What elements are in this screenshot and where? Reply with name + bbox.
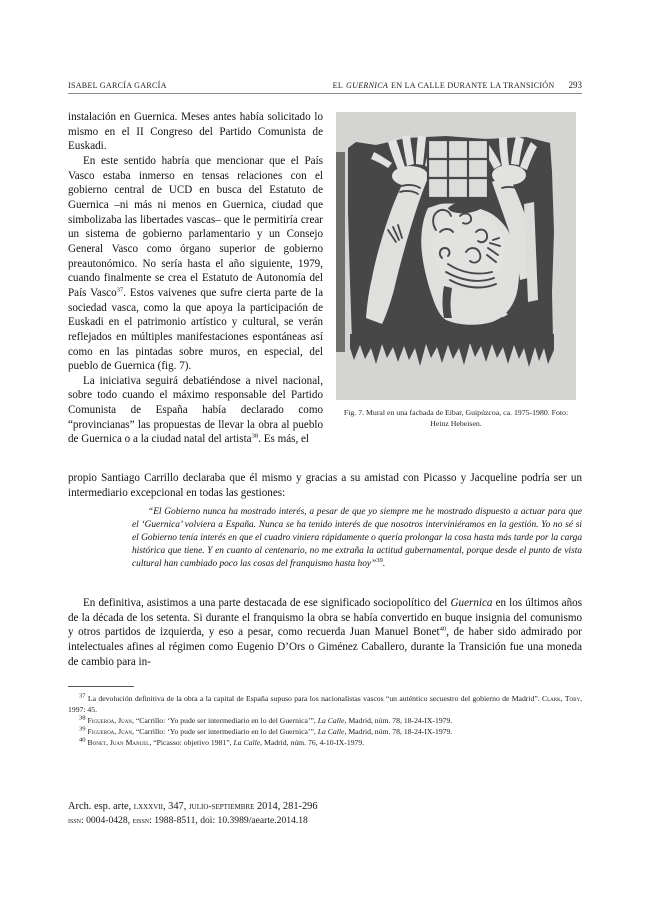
footnote-38-source: La Calle xyxy=(317,715,345,725)
running-head-author: ISABEL GARCÍA GARCÍA xyxy=(68,81,167,90)
footnote-ref-37[interactable]: 37 xyxy=(116,286,124,294)
imprint-year-pages: 2014, 281-296 xyxy=(254,801,318,812)
eissn-label: eissn xyxy=(132,815,150,825)
paragraph-4-italic: Guernica xyxy=(450,597,493,609)
imprint-issue: , 347, xyxy=(162,801,189,812)
footnote-38-author: Figueroa, Juan xyxy=(87,715,132,725)
footnote-37-text-a: La devolución definitiva de la obra a la capital de España supuso para los nacionalistas vascos “un auténtico secuestro del gobierno de Madrid”. xyxy=(87,694,542,703)
imprint-journal: Arch. esp. arte, xyxy=(68,801,132,812)
paragraph-4-a: En definitiva, asistimos a una parte destacada de ese significado sociopolítico del xyxy=(83,597,448,609)
footnote-marker-39: 39 xyxy=(79,725,86,733)
footnote-ref-39[interactable]: 39 xyxy=(376,557,383,565)
mural-photo xyxy=(336,112,576,400)
figure-caption: Fig. 7. Mural en una fachada de Eibar, Guipúzcoa, ca. 1975-1980. Foto: Heinz Hebeisen. xyxy=(343,408,569,429)
imprint-line-2 xyxy=(68,814,582,827)
paragraph-3 xyxy=(68,374,323,447)
footnote-marker-40: 40 xyxy=(79,736,86,744)
block-quote xyxy=(132,506,582,571)
footnote-40-text-b: , Madrid, núm. 76, 4-10-IX-1979. xyxy=(260,738,365,748)
footnote-ref-40[interactable]: 40 xyxy=(439,625,447,633)
paragraph-4 xyxy=(68,596,582,669)
block-quote-tail: . xyxy=(382,559,386,570)
imprint-months: julio-septiembre xyxy=(188,801,255,812)
paragraph-2 xyxy=(68,154,323,374)
imprint-line-1 xyxy=(68,800,582,814)
footnote-40 xyxy=(68,738,582,749)
running-head-title-prefix: EL xyxy=(332,81,344,90)
paragraph-2-a: En este sentido habría que mencionar que el País Vasco estaba inmerso en tensas relaciones con el gobierno central de UCD en busca del Estatuto de Guernica –ni más ni menos en Guernica, ciudad que simbolizaba las libertades vascas– que le permitiría crear un sistema de gobierno parlamentario y un Consejo General Vasco como órgano superior de gobierno preautonómico. No sería hasta el año siguiente, 1979, cuando finalmente se crea el Estatuto de Autonomía del País Vasco xyxy=(68,154,323,299)
block-quote-text xyxy=(132,506,582,571)
footnote-40-text-a: , “Picasso: objetivo 1981”, xyxy=(149,738,234,748)
footnote-39-source: La Calle xyxy=(317,726,345,736)
header-divider xyxy=(68,93,582,94)
footnote-39 xyxy=(68,727,582,738)
footnote-37-author: Clark, Toby xyxy=(541,694,581,703)
eissn-value: : 1988-8511, doi: 10.3989/aearte.2014.18 xyxy=(149,815,308,826)
running-head-title xyxy=(333,80,582,90)
footnote-40-source: La Calle xyxy=(233,738,261,748)
footnote-37-text-b: , 1997: 45. xyxy=(68,694,583,714)
footnotes-block xyxy=(68,694,582,749)
footnote-39-text-a: , “Carrillo: ‘Yo pude ser intermediario en lo del Guernica’”, xyxy=(131,726,318,736)
running-head-title-italic: GUERNICA xyxy=(346,81,389,90)
figure-7 xyxy=(336,112,576,429)
footnote-39-author: Figueroa, Juan xyxy=(87,726,132,736)
footnote-ref-38[interactable]: 38 xyxy=(251,432,259,440)
footnote-marker-37: 37 xyxy=(79,692,86,700)
paragraph-2-b: . Estos vaivenes que sufre cierta parte de la sociedad vasca, como la que apoya la participación de Euskadi en el patrimonio artístico y cultural, se verán reflejados en múltiples manifestaciones espontáneas así como en las pintadas sobre muros, en especial, del pueblo de Guernica (fig. 7). xyxy=(68,286,323,373)
paragraph-4-b: en los últimos años de la década de los setenta. Si durante el franquismo la obra se había convertido en buque insignia del comunismo y otros partidos de izquierda, y eso a pesar, como recuerda Juan Manuel Bonet xyxy=(68,597,583,639)
imprint-volume: lxxxvii xyxy=(133,801,163,812)
paragraph-3-continuation: propio Santiago Carrillo declaraba que él mismo y gracias a su amistad con Picasso y Jacqueline podría ser un intermediario excepcional en todas las gestiones: xyxy=(68,472,582,499)
body-after-quote xyxy=(68,596,582,669)
issn-label: issn xyxy=(68,815,82,825)
footnote-38-text-b: , Madrid, núm. 78, 18-24-IX-1979. xyxy=(344,715,453,725)
body-full-width xyxy=(68,471,582,500)
footnote-38 xyxy=(68,716,582,727)
running-head-title-rest: EN LA CALLE DURANTE LA TRANSICIÓN xyxy=(391,81,555,90)
page-number: 293 xyxy=(568,80,582,90)
footnote-40-author: Bonet, Juan Manuel xyxy=(87,738,150,748)
body-column-left xyxy=(68,110,323,447)
paragraph-3-b: . Es más, el xyxy=(258,433,310,446)
footnote-37 xyxy=(68,694,582,715)
footnote-39-text-b: , Madrid, núm. 78, 18-24-IX-1979. xyxy=(344,726,453,736)
paragraph-4-c: , de haber sido admirado por intelectuales afines al régimen como Eugenio D’Ors o Giménez Caballero, durante la Transición fue una moneda de cambio para in- xyxy=(68,626,582,668)
issn-value: : 0004-0428, xyxy=(81,815,133,826)
paragraph-1: instalación en Guernica. Meses antes había solicitado lo mismo en el II Congreso del Partido Comunista de Euskadi. xyxy=(68,111,323,153)
block-quote-body: “El Gobierno nunca ha mostrado interés, a pesar de que yo siempre me he mostrado dispuesto a actuar para que el ‘Guernica’ volviera a España. Nunca se ha tenido interés de que nosotros interviniéramos en la gestión. Yo no sé si el Gobierno tenía interés en que el cuadro viniera rápidamente o quería prolongar la cosa hasta más tarde por la carga histórica que tiene. Y en cuanto al centenario, no me extraña la actitud gubernamental, porque desde el punto de vista cultural han cambiado poco las cosas del franquismo hasta hoy” xyxy=(132,507,582,570)
footnote-divider xyxy=(68,686,134,687)
journal-imprint xyxy=(68,800,582,827)
paragraph-3-a: La iniciativa seguirá debatiéndose a nivel nacional, sobre todo cuando el máximo responsable del Partido Comunista de España había declarado como “provincianas” las propuestas de llevar la obra al pueblo de Guernica o a la ciudad natal del artista xyxy=(68,374,323,446)
running-head xyxy=(68,80,582,90)
footnote-marker-38: 38 xyxy=(79,714,86,722)
footnote-38-text-a: , “Carrillo: ‘Yo pude ser intermediario en lo del Guernica’”, xyxy=(131,715,318,725)
